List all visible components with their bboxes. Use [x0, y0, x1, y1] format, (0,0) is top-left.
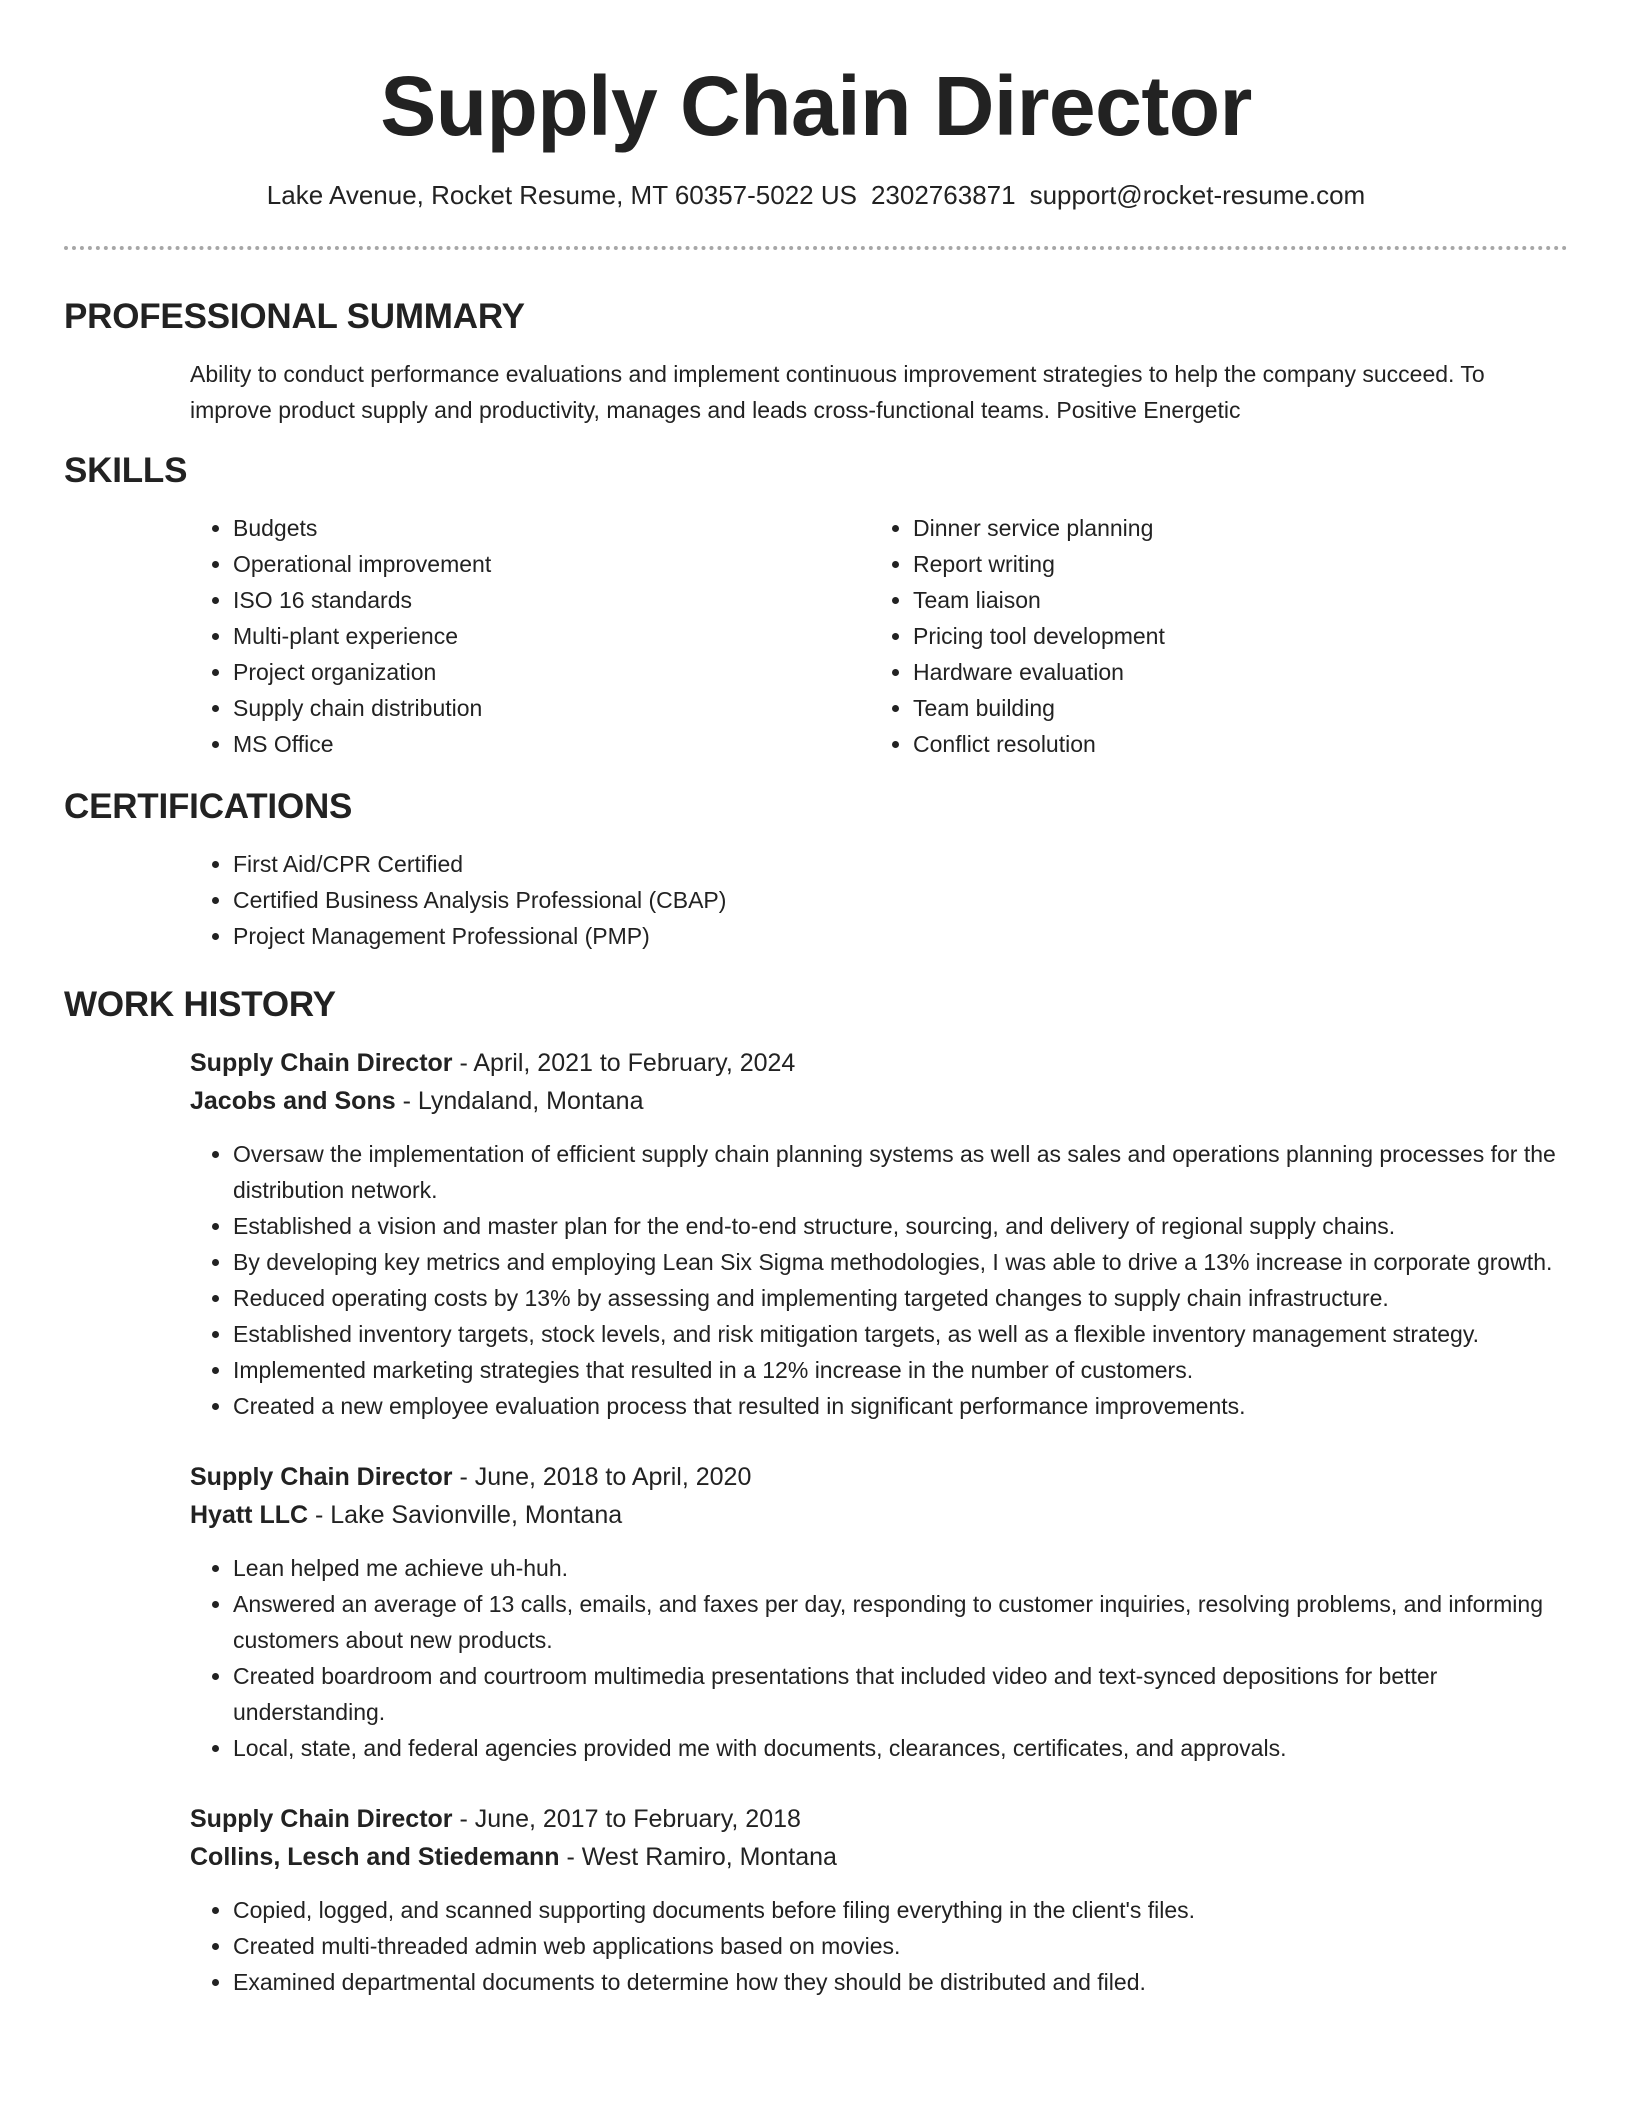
skills-list-right — [870, 510, 1550, 762]
job-company-line — [190, 1082, 1568, 1120]
certifications-title: CERTIFICATIONS — [64, 787, 353, 826]
job-dates: - April, 2021 to February, 2024 — [452, 1049, 796, 1077]
contact-email: support@rocket-resume.com — [1029, 180, 1366, 210]
job-bullet: • Oversaw the implementation of efficient supply chain planning systems as well as sales and operations planning processes for the distribution network. — [233, 1136, 1568, 1208]
skills-title: SKILLS — [64, 451, 188, 490]
skill-item: • Operational improvement — [233, 546, 870, 582]
job-bullet: • Created a new employee evaluation process that resulted in significant performance improvements. — [233, 1388, 1568, 1424]
skill-item: • Team liaison — [913, 582, 1550, 618]
skill-item: • Supply chain distribution — [233, 690, 870, 726]
job-role: Supply Chain Director — [190, 1463, 453, 1491]
certifications-section — [64, 786, 1568, 954]
job-role-line — [190, 1044, 1568, 1082]
skills-column-left — [190, 510, 870, 762]
header-divider — [64, 246, 1568, 250]
job-bullet: • Created multi-threaded admin web applications based on movies. — [233, 1928, 1568, 1964]
job-bullets — [190, 1136, 1568, 1424]
summary-title: PROFESSIONAL SUMMARY — [64, 297, 525, 336]
skill-item: • Hardware evaluation — [913, 654, 1550, 690]
work-history-title: WORK HISTORY — [64, 985, 336, 1024]
job-bullet: • Reduced operating costs by 13% by assessing and implementing targeted changes to supply chain infrastructure. — [233, 1280, 1568, 1316]
contact-address: Lake Avenue, Rocket Resume, MT 60357-5022 US — [266, 180, 857, 210]
job-company: Collins, Lesch and Stiedemann — [190, 1843, 560, 1871]
job-bullet: • Examined departmental documents to determine how they should be distributed and filed. — [233, 1964, 1568, 2000]
job-bullet: • Established inventory targets, stock levels, and risk mitigation targets, as well as a flexible inventory management strategy. — [233, 1316, 1568, 1352]
contact-line — [64, 178, 1568, 212]
skill-item: • Pricing tool development — [913, 618, 1550, 654]
job-location: - Lyndaland, Montana — [395, 1087, 644, 1115]
job-entry — [190, 1458, 1568, 1766]
certifications-body — [190, 846, 1568, 954]
job-location: - West Ramiro, Montana — [559, 1843, 837, 1871]
job-bullet: • Established a vision and master plan for the end-to-end structure, sourcing, and delivery of regional supply chains. — [233, 1208, 1568, 1244]
skill-item: • MS Office — [233, 726, 870, 762]
candidate-name: Supply Chain Director — [380, 59, 1252, 153]
job-company-line — [190, 1838, 1568, 1876]
contact-phone: 2302763871 — [870, 180, 1016, 210]
skills-section — [64, 450, 1568, 762]
job-bullet: • Implemented marketing strategies that resulted in a 12% increase in the number of customers. — [233, 1352, 1568, 1388]
resume-page — [64, 0, 1568, 2000]
job-company: Hyatt LLC — [190, 1501, 309, 1529]
job-bullet: • Local, state, and federal agencies provided me with documents, clearances, certificates, and approvals. — [233, 1730, 1568, 1766]
job-dates: - June, 2017 to February, 2018 — [452, 1805, 801, 1833]
job-entry — [190, 1800, 1568, 2000]
job-bullet: • Created boardroom and courtroom multimedia presentations that included video and text-synced depositions for better understanding. — [233, 1658, 1568, 1730]
job-company: Jacobs and Sons — [190, 1087, 396, 1115]
job-role-line — [190, 1458, 1568, 1496]
skill-item: • Multi-plant experience — [233, 618, 870, 654]
skill-item: • ISO 16 standards — [233, 582, 870, 618]
skill-item: • Report writing — [913, 546, 1550, 582]
job-bullet: • Lean helped me achieve uh-huh. — [233, 1550, 1568, 1586]
jobs-container — [190, 1044, 1568, 2000]
job-location: - Lake Savionville, Montana — [308, 1501, 623, 1529]
work-history-section — [64, 984, 1568, 2000]
job-company-line — [190, 1496, 1568, 1534]
job-entry — [190, 1044, 1568, 1424]
job-role-line — [190, 1800, 1568, 1838]
skills-list-left — [190, 510, 870, 762]
job-bullets — [190, 1550, 1568, 1766]
skill-item: • Dinner service planning — [913, 510, 1550, 546]
job-bullet: • By developing key metrics and employing Lean Six Sigma methodologies, I was able to drive a 13% increase in corporate growth. — [233, 1244, 1568, 1280]
skill-item: • Budgets — [233, 510, 870, 546]
job-bullet: • Copied, logged, and scanned supporting documents before filing everything in the client's files. — [233, 1892, 1568, 1928]
skill-item: • Project organization — [233, 654, 870, 690]
skills-grid — [190, 510, 1568, 762]
skill-item: • Team building — [913, 690, 1550, 726]
skill-item: • Conflict resolution — [913, 726, 1550, 762]
job-dates: - June, 2018 to April, 2020 — [452, 1463, 752, 1491]
job-bullets — [190, 1892, 1568, 2000]
certification-item: • Certified Business Analysis Professional (CBAP) — [233, 882, 1568, 918]
job-bullet: • Answered an average of 13 calls, emails, and faxes per day, responding to customer inquiries, resolving problems, and informing customers about new products. — [233, 1586, 1568, 1658]
summary-section — [64, 296, 1568, 428]
job-role: Supply Chain Director — [190, 1805, 453, 1833]
summary-text: Ability to conduct performance evaluations and implement continuous improvement strategies to help the company succeed. To improve product supply and productivity, manages and leads cross-functional teams. Positive Energetic — [190, 361, 1485, 423]
certifications-list — [190, 846, 1568, 954]
certification-item: • Project Management Professional (PMP) — [233, 918, 1568, 954]
skills-column-right — [870, 510, 1550, 762]
certification-item: • First Aid/CPR Certified — [233, 846, 1568, 882]
job-role: Supply Chain Director — [190, 1049, 453, 1077]
